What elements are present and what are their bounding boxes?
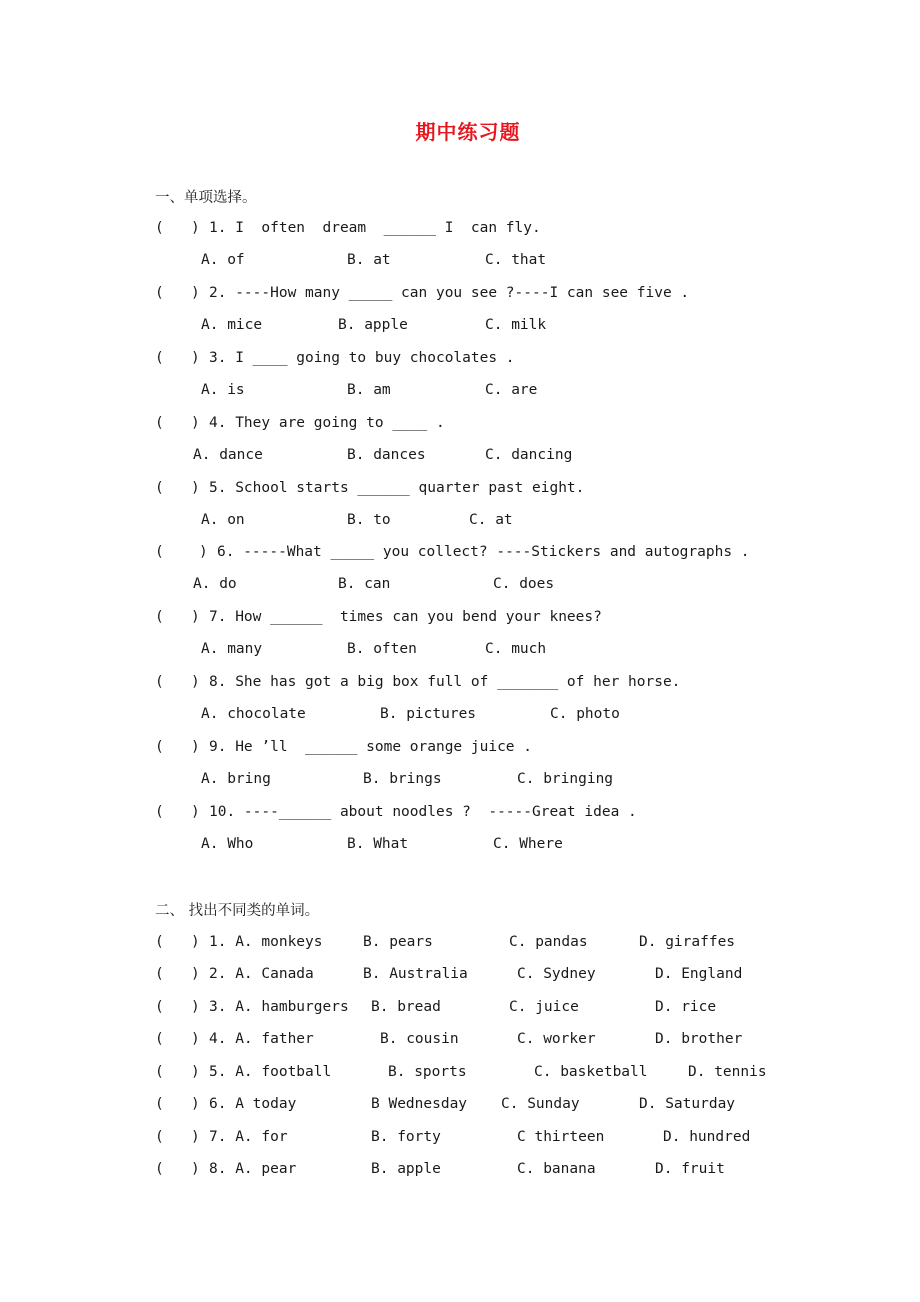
- answer-option: A. dance: [193, 447, 263, 463]
- question-stem: 3. I ____ going to buy chocolates .: [209, 350, 515, 366]
- option-b: B. forty: [371, 1129, 441, 1145]
- option-a: 1. A. monkeys: [209, 934, 323, 950]
- answer-paren-close: ): [199, 544, 208, 560]
- answer-option: A. do: [193, 576, 237, 592]
- option-b: B. pears: [363, 934, 433, 950]
- option-c: C. worker: [517, 1031, 596, 1047]
- option-a: 3. A. hamburgers: [209, 999, 349, 1015]
- question-stem: 7. How ______ times can you bend your knees?: [209, 609, 602, 625]
- answer-paren-open: (: [155, 220, 164, 236]
- answer-paren-close: ): [191, 999, 200, 1015]
- answer-paren-open: (: [155, 415, 164, 431]
- option-b: B Wednesday: [371, 1096, 468, 1112]
- answer-option: B. dances: [347, 447, 426, 463]
- section-1-heading: 一、单项选择。: [155, 190, 257, 206]
- question-row: [0, 606, 920, 628]
- odd-one-out-row: [0, 931, 920, 953]
- option-d: D. England: [655, 966, 743, 982]
- question-row: [0, 217, 920, 239]
- answer-option: B. am: [347, 382, 391, 398]
- option-a: 4. A. father: [209, 1031, 314, 1047]
- odd-one-out-row: [0, 996, 920, 1018]
- section-2-heading: 二、 找出不同类的单词。: [155, 903, 320, 919]
- answer-paren-open: (: [155, 804, 164, 820]
- option-d: D. brother: [655, 1031, 743, 1047]
- answer-paren-open: (: [155, 674, 164, 690]
- answer-option: C. are: [485, 382, 538, 398]
- question-stem: 2. ----How many _____ can you see ?----I can see five .: [209, 285, 690, 301]
- answer-paren-close: ): [191, 609, 200, 625]
- question-row: [0, 801, 920, 823]
- question-row: [0, 347, 920, 369]
- answer-option: A. bring: [201, 771, 271, 787]
- answer-option: B. What: [347, 836, 409, 852]
- question-stem: 5. School starts ______ quarter past eight.: [209, 480, 585, 496]
- answer-option: B. often: [347, 641, 417, 657]
- answer-option: B. to: [347, 512, 391, 528]
- answer-option: A. many: [201, 641, 263, 657]
- odd-one-out-row: [0, 1126, 920, 1148]
- option-a: 6. A today: [209, 1096, 297, 1112]
- answer-option: C. that: [485, 252, 547, 268]
- option-d: D. rice: [655, 999, 717, 1015]
- option-c: C. Sydney: [517, 966, 596, 982]
- answer-option: B. can: [338, 576, 391, 592]
- answer-paren-open: (: [155, 609, 164, 625]
- answer-option: B. brings: [363, 771, 442, 787]
- answer-paren-open: (: [155, 1064, 164, 1080]
- answer-paren-open: (: [155, 739, 164, 755]
- odd-one-out-row: [0, 963, 920, 985]
- question-row: [0, 736, 920, 758]
- question-stem: 1. I often dream ______ I can fly.: [209, 220, 541, 236]
- answer-option: B. at: [347, 252, 391, 268]
- option-b: B. cousin: [380, 1031, 459, 1047]
- answer-option: B. pictures: [380, 706, 477, 722]
- answer-option: C. milk: [485, 317, 547, 333]
- answer-paren-close: ): [191, 934, 200, 950]
- answer-paren-close: ): [191, 285, 200, 301]
- page-title: 期中练习题: [415, 120, 521, 144]
- answer-paren-open: (: [155, 1129, 164, 1145]
- answer-paren-close: ): [191, 1161, 200, 1177]
- odd-one-out-row: [0, 1158, 920, 1180]
- answer-paren-open: (: [155, 480, 164, 496]
- option-b: B. bread: [371, 999, 441, 1015]
- answer-paren-close: ): [191, 674, 200, 690]
- answer-option: A. chocolate: [201, 706, 306, 722]
- answer-paren-open: (: [155, 934, 164, 950]
- answer-paren-close: ): [191, 1096, 200, 1112]
- question-row: [0, 541, 920, 563]
- option-c: C. Sunday: [501, 1096, 580, 1112]
- answer-option: C. photo: [550, 706, 620, 722]
- answer-paren-open: (: [155, 544, 164, 560]
- answer-paren-close: ): [191, 739, 200, 755]
- option-c: C. banana: [517, 1161, 596, 1177]
- option-b: B. apple: [371, 1161, 441, 1177]
- options-row: [0, 573, 920, 595]
- answer-paren-open: (: [155, 1031, 164, 1047]
- question-row: [0, 412, 920, 434]
- option-c: C. pandas: [509, 934, 588, 950]
- options-row: [0, 509, 920, 531]
- option-c: C thirteen: [517, 1129, 605, 1145]
- question-row: [0, 477, 920, 499]
- answer-paren-close: ): [191, 1031, 200, 1047]
- answer-option: C. does: [493, 576, 555, 592]
- options-row: [0, 314, 920, 336]
- option-d: D. Saturday: [639, 1096, 736, 1112]
- answer-paren-open: (: [155, 1096, 164, 1112]
- option-b: B. sports: [388, 1064, 467, 1080]
- options-row: [0, 703, 920, 725]
- question-stem: 4. They are going to ____ .: [209, 415, 445, 431]
- answer-option: A. on: [201, 512, 245, 528]
- answer-paren-open: (: [155, 285, 164, 301]
- option-a: 7. A. for: [209, 1129, 288, 1145]
- question-row: [0, 282, 920, 304]
- answer-option: C. Where: [493, 836, 563, 852]
- answer-option: C. bringing: [517, 771, 614, 787]
- question-stem: 9. He ’ll ______ some orange juice .: [209, 739, 533, 755]
- question-stem: 10. ----______ about noodles ? -----Great idea .: [209, 804, 637, 820]
- option-d: D. hundred: [663, 1129, 751, 1145]
- answer-option: A. Who: [201, 836, 254, 852]
- option-d: D. fruit: [655, 1161, 725, 1177]
- answer-paren-open: (: [155, 350, 164, 366]
- option-d: D. tennis: [688, 1064, 767, 1080]
- options-row: [0, 444, 920, 466]
- option-a: 5. A. football: [209, 1064, 332, 1080]
- answer-option: B. apple: [338, 317, 408, 333]
- answer-option: C. much: [485, 641, 547, 657]
- question-row: [0, 671, 920, 693]
- answer-paren-open: (: [155, 999, 164, 1015]
- option-a: 2. A. Canada: [209, 966, 314, 982]
- answer-option: A. mice: [201, 317, 263, 333]
- answer-paren-open: (: [155, 966, 164, 982]
- answer-paren-close: ): [191, 1129, 200, 1145]
- option-b: B. Australia: [363, 966, 468, 982]
- option-c: C. juice: [509, 999, 579, 1015]
- options-row: [0, 379, 920, 401]
- question-stem: 8. She has got a big box full of _______ of her horse.: [209, 674, 681, 690]
- options-row: [0, 833, 920, 855]
- answer-option: A. of: [201, 252, 245, 268]
- options-row: [0, 249, 920, 271]
- answer-paren-close: ): [191, 804, 200, 820]
- odd-one-out-row: [0, 1093, 920, 1115]
- answer-option: A. is: [201, 382, 245, 398]
- odd-one-out-row: [0, 1028, 920, 1050]
- answer-paren-close: ): [191, 1064, 200, 1080]
- answer-option: C. dancing: [485, 447, 573, 463]
- option-c: C. basketball: [534, 1064, 648, 1080]
- answer-option: C. at: [469, 512, 513, 528]
- options-row: [0, 768, 920, 790]
- question-stem: 6. -----What _____ you collect? ----Stickers and autographs .: [217, 544, 750, 560]
- options-row: [0, 638, 920, 660]
- answer-paren-close: ): [191, 350, 200, 366]
- answer-paren-open: (: [155, 1161, 164, 1177]
- answer-paren-close: ): [191, 480, 200, 496]
- answer-paren-close: ): [191, 220, 200, 236]
- odd-one-out-row: [0, 1061, 920, 1083]
- answer-paren-close: ): [191, 415, 200, 431]
- option-d: D. giraffes: [639, 934, 736, 950]
- option-a: 8. A. pear: [209, 1161, 297, 1177]
- answer-paren-close: ): [191, 966, 200, 982]
